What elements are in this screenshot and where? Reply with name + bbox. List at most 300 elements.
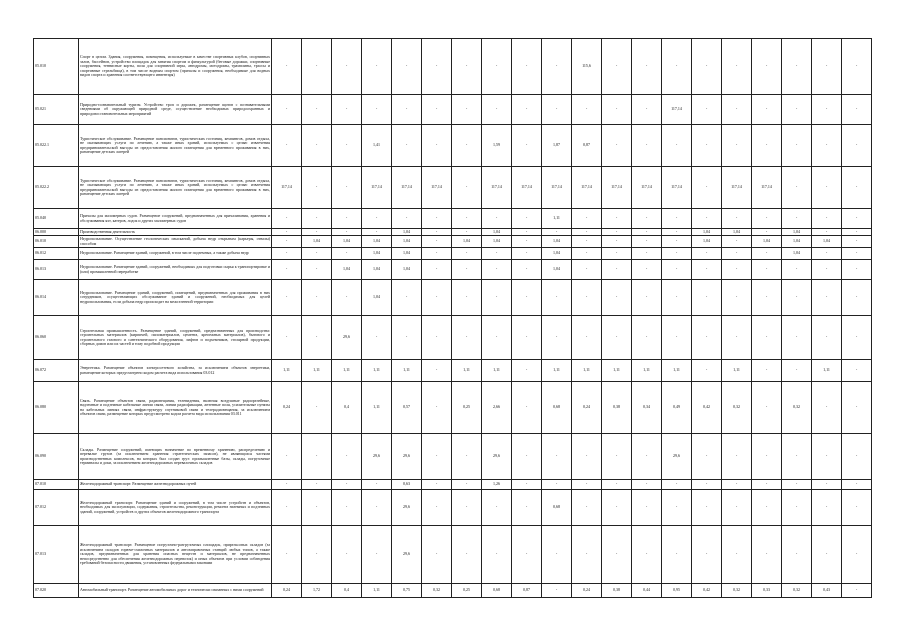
row-value: 1,04	[482, 236, 512, 248]
row-value: 1,11	[332, 360, 362, 382]
row-value: 117,14	[572, 167, 602, 209]
row-value: -	[452, 526, 482, 584]
row-value: -	[452, 209, 482, 229]
row-value: -	[722, 39, 752, 95]
row-value: -	[512, 39, 542, 95]
row-value: -	[692, 125, 722, 167]
row-value: -	[722, 526, 752, 584]
row-value: -	[572, 480, 602, 490]
row-code: 06.060	[34, 316, 79, 360]
row-value: -	[632, 209, 662, 229]
row-value: 1,11	[362, 360, 392, 382]
row-value: -	[602, 39, 632, 95]
row-value: 1,04	[782, 236, 812, 248]
row-value: -	[392, 125, 422, 167]
row-description: Связь. Размещение объектов связи, радиовещания, телевидения, включая воздушные радиорелейные, надземные и подземные кабельные линии связи, линии радиофикации, антенные поля, усилительные пункты на кабельных линиях связи, инфраструктуру спутниковой связи и телерадиовещания, за исключением объектов связи, размещение которых предусмотрено кодом расчета вида использования 03.011	[79, 382, 272, 434]
row-value: -	[452, 167, 482, 209]
table-row	[34, 382, 872, 434]
row-value: 0,24	[272, 584, 302, 598]
row-value: -	[332, 490, 362, 526]
row-value: -	[752, 39, 782, 95]
row-value: -	[422, 280, 452, 316]
row-value: -	[812, 39, 842, 95]
row-value: -	[842, 584, 872, 598]
row-value: 1,04	[542, 260, 572, 280]
row-value: -	[782, 167, 812, 209]
row-value: -	[572, 434, 602, 480]
table-row	[34, 360, 872, 382]
row-value: -	[662, 236, 692, 248]
row-value: -	[272, 480, 302, 490]
row-value: 1,11	[272, 360, 302, 382]
row-value: -	[752, 260, 782, 280]
row-value: -	[422, 125, 452, 167]
row-code: 06.000	[34, 229, 79, 236]
row-value: -	[272, 229, 302, 236]
row-value: -	[422, 382, 452, 434]
row-value: -	[332, 39, 362, 95]
row-value: -	[812, 95, 842, 125]
row-value: -	[542, 434, 572, 480]
row-value: -	[632, 248, 662, 260]
row-value: 29,6	[362, 434, 392, 480]
row-value: -	[482, 39, 512, 95]
row-value: -	[842, 95, 872, 125]
row-value: -	[452, 260, 482, 280]
row-value: -	[752, 490, 782, 526]
row-value: -	[602, 434, 632, 480]
row-value: -	[812, 209, 842, 229]
row-value: -	[842, 248, 872, 260]
row-value: -	[662, 480, 692, 490]
row-value: -	[422, 316, 452, 360]
row-value: -	[302, 95, 332, 125]
row-value: -	[602, 248, 632, 260]
row-value: -	[722, 209, 752, 229]
row-value: -	[572, 248, 602, 260]
rates-table	[33, 38, 872, 598]
row-value: -	[332, 229, 362, 236]
row-value: -	[332, 526, 362, 584]
row-description: Склады. Размещение сооружений, имеющих назначение по временному хранению, распределению и перевалке грузов (за исключением хранения стратегических запасов), не являющихся частями производственных комплексов, на которых был создан груз: промышленные базы, склады, погрузочные терминалы и доки, за исключением железнодорожных перевалочных складов	[79, 434, 272, 480]
row-value: 1,11	[482, 360, 512, 382]
row-code: 07.020	[34, 584, 79, 598]
row-value: 29,6	[332, 316, 362, 360]
row-value: 0,32	[722, 584, 752, 598]
row-value: -	[422, 248, 452, 260]
row-value: -	[392, 95, 422, 125]
row-value: -	[422, 434, 452, 480]
row-value: 1,26	[482, 480, 512, 490]
row-value: 115,6	[572, 39, 602, 95]
row-value: -	[332, 434, 362, 480]
row-value: 29,6	[662, 434, 692, 480]
row-value: -	[662, 280, 692, 316]
row-value: 29,6	[392, 490, 422, 526]
row-value: -	[572, 316, 602, 360]
row-value: 1,04	[392, 229, 422, 236]
table-row	[34, 125, 872, 167]
row-value: 117,14	[482, 167, 512, 209]
row-value: -	[482, 526, 512, 584]
row-value: 0,87	[572, 125, 602, 167]
row-description: Недропользование. Размещение зданий, сооружений, помещений, предназначенных для проживания в них сотрудников, осуществляющих обслуживание зданий и сооружений, необходимых для целей недропользования, если добыча недр происходит на межселенной территории	[79, 280, 272, 316]
row-value: 0,43	[812, 584, 842, 598]
row-value: -	[842, 209, 872, 229]
row-value: 117,14	[512, 167, 542, 209]
row-value: 117,14	[362, 167, 392, 209]
row-value: -	[692, 316, 722, 360]
row-value: 1,04	[722, 229, 752, 236]
row-value: 0,24	[572, 584, 602, 598]
row-value: -	[572, 95, 602, 125]
row-value: 0,25	[452, 382, 482, 434]
row-code: 05.021	[34, 95, 79, 125]
row-value: -	[842, 236, 872, 248]
row-value: -	[512, 434, 542, 480]
row-value: 117,14	[722, 167, 752, 209]
row-value: -	[452, 280, 482, 316]
row-code: 06.014	[34, 280, 79, 316]
row-value: -	[812, 260, 842, 280]
row-value: -	[452, 39, 482, 95]
row-value: -	[512, 480, 542, 490]
row-value: 1,11	[572, 360, 602, 382]
row-value: -	[602, 526, 632, 584]
row-value: -	[512, 229, 542, 236]
row-value: -	[722, 490, 752, 526]
row-value: -	[272, 39, 302, 95]
row-value: -	[692, 167, 722, 209]
row-value: 1,04	[362, 280, 392, 316]
row-value: -	[272, 526, 302, 584]
row-value: 1,11	[302, 360, 332, 382]
row-description: Железнодорожный транспорт. Размещение железнодорожных путей	[79, 480, 272, 490]
row-value: 1,04	[362, 260, 392, 280]
row-value: -	[842, 229, 872, 236]
row-value: -	[812, 229, 842, 236]
row-value: -	[452, 125, 482, 167]
row-value: -	[422, 39, 452, 95]
row-value: -	[782, 125, 812, 167]
row-value: -	[362, 39, 392, 95]
row-code: 06.072	[34, 360, 79, 382]
row-value: 1,11	[542, 209, 572, 229]
row-value: -	[842, 490, 872, 526]
row-value: -	[782, 480, 812, 490]
row-value: -	[452, 316, 482, 360]
row-value: 1,04	[692, 236, 722, 248]
row-value: -	[842, 360, 872, 382]
row-value: -	[812, 526, 842, 584]
row-value: -	[752, 125, 782, 167]
row-value: -	[752, 382, 782, 434]
row-value: 1,04	[752, 236, 782, 248]
row-value: -	[572, 260, 602, 280]
row-value: -	[812, 490, 842, 526]
row-description: Природно-познавательный туризм. Устройство троп и дорожек, размещение щитов с познавательными сведениями об окружающей природной среде, осуществление необходимых природоохранных и природовосстановительных мероприятий	[79, 95, 272, 125]
row-value: 117,14	[422, 167, 452, 209]
row-value: 1,04	[782, 248, 812, 260]
row-value: -	[302, 248, 332, 260]
row-value: -	[722, 434, 752, 480]
row-value: -	[302, 434, 332, 480]
table-row	[34, 260, 872, 280]
row-value: 117,14	[632, 167, 662, 209]
row-value: -	[842, 382, 872, 434]
row-value: 1,04	[812, 236, 842, 248]
table-row	[34, 316, 872, 360]
row-value: -	[332, 280, 362, 316]
row-value: -	[512, 125, 542, 167]
row-value: -	[422, 490, 452, 526]
row-description: Недропользование. Размещение зданий, сооружений, в том числе подземных, а также добыча недр	[79, 248, 272, 260]
row-value: 1,87	[542, 125, 572, 167]
row-value: -	[302, 229, 332, 236]
row-code: 07.013	[34, 526, 79, 584]
row-value: 0,34	[632, 382, 662, 434]
row-description: Железнодорожный транспорт. Размещение зданий и сооружений, в том числе устройств и объектов, необходимых для эксплуатации, содержания, строительства, реконструкции, ремонта наземных и подземных зданий, сооружений, устройств и других объектов железнодорожного транспорта	[79, 490, 272, 526]
row-value: -	[812, 167, 842, 209]
row-value: -	[302, 490, 332, 526]
table-row	[34, 480, 872, 490]
row-description: Причалы для маломерных судов. Размещение сооружений, предназначенных для причаливания, хранения и обслуживания яхт, катеров, лодок и других маломерных судов	[79, 209, 272, 229]
row-value: 1,59	[482, 125, 512, 167]
row-value: -	[752, 434, 782, 480]
row-value: -	[542, 229, 572, 236]
row-value: -	[602, 125, 632, 167]
row-value: -	[542, 526, 572, 584]
row-description: Недропользование. Размещение зданий, сооружений, необходимых для подготовки сырья к транспортировке и (или) промышленной переработке	[79, 260, 272, 280]
row-description: Туристическое обслуживание. Размещение пансионатов, туристических гостиниц, кемпингов, домов отдыха, не оказывающих услуги по лечению, а также иных зданий, используемых с целью извлечения предпринимательской выгоды из предоставления жилого помещения для временного проживания в них, размещение детских лагерей	[79, 125, 272, 167]
row-value: -	[602, 490, 632, 526]
row-value: -	[842, 316, 872, 360]
row-value: 1,04	[362, 248, 392, 260]
row-value: -	[482, 248, 512, 260]
row-value: 1,11	[662, 360, 692, 382]
row-value: 1,04	[362, 236, 392, 248]
row-value: -	[302, 125, 332, 167]
row-value: -	[722, 236, 752, 248]
row-code: 06.012	[34, 248, 79, 260]
row-value: -	[512, 382, 542, 434]
row-value: 0,75	[392, 584, 422, 598]
row-value: -	[272, 434, 302, 480]
row-value: -	[392, 39, 422, 95]
row-value: 1,04	[782, 229, 812, 236]
row-value: -	[272, 236, 302, 248]
row-value: 0,49	[662, 382, 692, 434]
row-value: -	[572, 490, 602, 526]
row-value: 0,57	[392, 382, 422, 434]
row-value: -	[422, 229, 452, 236]
row-value: -	[272, 95, 302, 125]
table-row	[34, 526, 872, 584]
row-value: -	[302, 280, 332, 316]
row-value: -	[422, 526, 452, 584]
row-value: -	[302, 39, 332, 95]
row-value: -	[632, 39, 662, 95]
table-row	[34, 280, 872, 316]
row-value: -	[692, 280, 722, 316]
row-value: -	[542, 280, 572, 316]
row-value: -	[692, 490, 722, 526]
row-description: Автомобильный транспорт. Размещение автомобильных дорог и технически связанных с ними сооружений	[79, 584, 272, 598]
row-value: -	[272, 316, 302, 360]
row-value: -	[692, 39, 722, 95]
row-value: -	[302, 316, 332, 360]
row-value: 29,6	[392, 434, 422, 480]
row-value: -	[842, 526, 872, 584]
row-value: -	[362, 229, 392, 236]
row-value: -	[512, 248, 542, 260]
row-value: 0,68	[542, 382, 572, 434]
row-value: -	[662, 490, 692, 526]
row-value: -	[692, 260, 722, 280]
row-value: -	[662, 125, 692, 167]
row-value: -	[632, 434, 662, 480]
row-value: -	[572, 229, 602, 236]
table-body	[34, 39, 872, 598]
row-value: -	[422, 260, 452, 280]
row-value: -	[842, 260, 872, 280]
row-value: -	[272, 209, 302, 229]
row-description: Энергетика. Размещение объектов электросетевого хозяйства, за исключением объектов энергетики, размещение которых предусмотрено кодом расчета вида использования 03.012	[79, 360, 272, 382]
row-value: -	[602, 316, 632, 360]
row-value: 0,44	[632, 584, 662, 598]
row-value: 1,11	[812, 360, 842, 382]
row-value: -	[272, 490, 302, 526]
row-value: 0,33	[752, 584, 782, 598]
row-value: 117,14	[542, 167, 572, 209]
row-value: 0,38	[602, 382, 632, 434]
row-value: 1,04	[542, 248, 572, 260]
row-value: -	[332, 209, 362, 229]
row-value: -	[632, 229, 662, 236]
table-row	[34, 209, 872, 229]
row-value: 117,14	[602, 167, 632, 209]
row-value: -	[662, 39, 692, 95]
row-value: 0,32	[782, 382, 812, 434]
row-value: -	[662, 209, 692, 229]
row-value: 0,4	[332, 382, 362, 434]
row-value: 0,32	[422, 584, 452, 598]
row-value: -	[692, 480, 722, 490]
row-value: -	[632, 125, 662, 167]
row-value: -	[782, 39, 812, 95]
row-value: -	[722, 480, 752, 490]
row-code: 05.010	[34, 39, 79, 95]
row-value: 1,11	[452, 360, 482, 382]
row-value: -	[362, 95, 392, 125]
row-value: -	[602, 209, 632, 229]
row-value: 0,87	[512, 584, 542, 598]
row-value: -	[362, 526, 392, 584]
row-value: -	[752, 229, 782, 236]
row-value: 1,11	[362, 382, 392, 434]
row-value: 1,04	[392, 248, 422, 260]
row-value: -	[752, 480, 782, 490]
row-code: 05.022.2	[34, 167, 79, 209]
row-value: 0,95	[662, 584, 692, 598]
row-value: -	[812, 125, 842, 167]
row-code: 06.080	[34, 382, 79, 434]
row-value: -	[662, 316, 692, 360]
row-value: -	[722, 248, 752, 260]
row-value: 0,38	[602, 584, 632, 598]
row-description: Строительная промышленность. Размещение зданий, сооружений, предназначенных для производства: строительных материалов (кирпичей, пиломатериалов, цемента, крепежных материалов), бытового и строительного газового и сантехнического оборудования, лифтов и подъемников, столярной продукции, сборных домов или их частей и тому подобной продукции	[79, 316, 272, 360]
row-value: -	[512, 360, 542, 382]
row-value: 1,04	[392, 236, 422, 248]
row-value: -	[332, 167, 362, 209]
row-value: -	[812, 480, 842, 490]
row-value: -	[572, 209, 602, 229]
row-value: -	[662, 526, 692, 584]
row-value: 0,42	[692, 584, 722, 598]
row-value: -	[512, 260, 542, 280]
row-value: -	[632, 480, 662, 490]
row-value: -	[752, 360, 782, 382]
row-value: -	[662, 260, 692, 280]
row-value: -	[572, 526, 602, 584]
row-value: 1,11	[392, 360, 422, 382]
row-value: 1,11	[542, 360, 572, 382]
row-value: 2,66	[482, 382, 512, 434]
row-value: -	[512, 526, 542, 584]
document-sheet	[33, 38, 871, 598]
row-value: -	[602, 236, 632, 248]
row-value: -	[272, 260, 302, 280]
row-value: -	[512, 209, 542, 229]
row-value: -	[272, 248, 302, 260]
row-value: -	[782, 260, 812, 280]
row-value: -	[482, 490, 512, 526]
row-value: -	[602, 280, 632, 316]
row-value: -	[632, 316, 662, 360]
row-value: -	[632, 260, 662, 280]
row-value: -	[602, 480, 632, 490]
row-value: -	[812, 316, 842, 360]
row-value: -	[272, 280, 302, 316]
row-value: -	[722, 280, 752, 316]
row-value: -	[542, 316, 572, 360]
row-value: 29,6	[482, 434, 512, 480]
row-value: -	[752, 95, 782, 125]
row-value: -	[512, 236, 542, 248]
row-value: -	[752, 526, 782, 584]
row-value: -	[512, 95, 542, 125]
row-value: 1,04	[692, 229, 722, 236]
row-value: -	[782, 209, 812, 229]
row-value: -	[482, 95, 512, 125]
row-value: -	[632, 280, 662, 316]
row-value: 1,04	[332, 236, 362, 248]
row-value: 1,11	[632, 360, 662, 382]
row-value: -	[452, 95, 482, 125]
row-value: -	[842, 480, 872, 490]
row-code: 07.010	[34, 480, 79, 490]
row-value: 1,04	[302, 236, 332, 248]
row-value: -	[572, 280, 602, 316]
row-value: -	[662, 229, 692, 236]
row-value: 117,14	[392, 167, 422, 209]
row-value: -	[632, 490, 662, 526]
row-value: -	[302, 382, 332, 434]
table-row	[34, 584, 872, 598]
row-description: Недропользование. Осуществление геологических изысканий, добыча недр открытым (карьеры, отвалы) способом	[80, 236, 270, 246]
row-value: -	[752, 248, 782, 260]
row-value: -	[722, 260, 752, 280]
